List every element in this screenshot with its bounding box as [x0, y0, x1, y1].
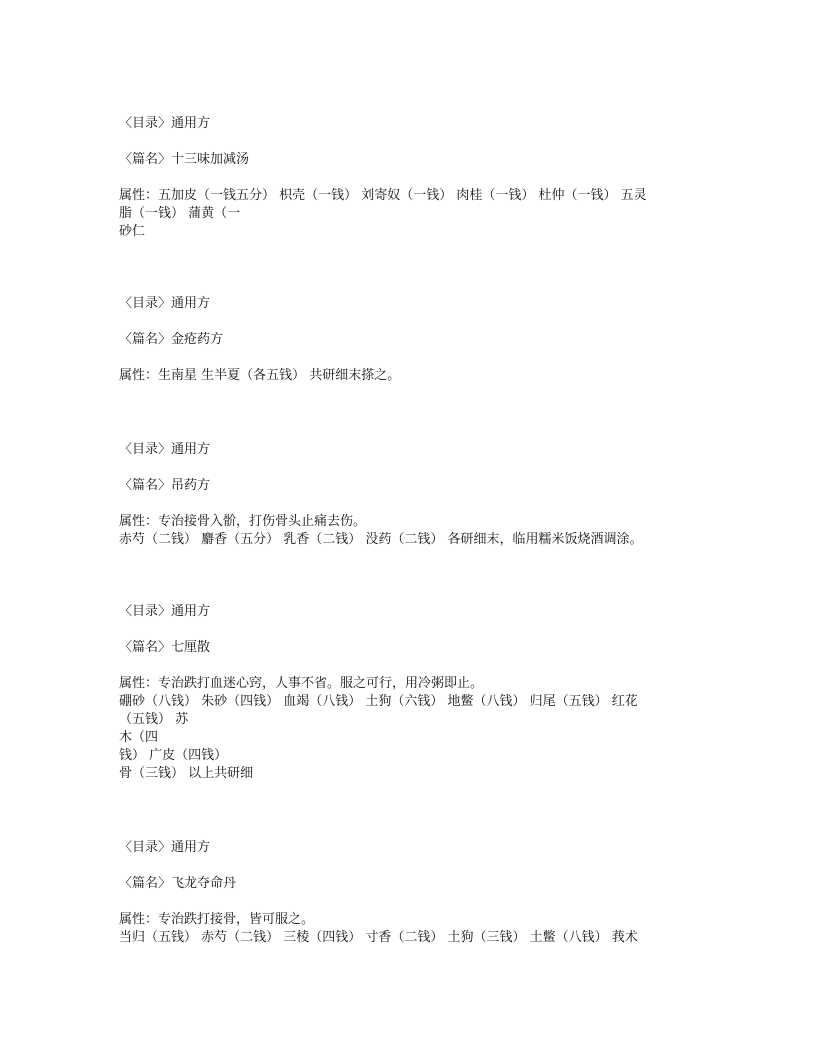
- catalog-line: 〈目录〉通用方: [119, 116, 211, 131]
- catalog-line: 〈目录〉通用方: [119, 296, 211, 311]
- title-line: 〈篇名〉金疮药方: [119, 332, 224, 347]
- attribute-line: （五钱） 苏: [119, 712, 189, 727]
- attribute-line: 属性：五加皮（一钱五分） 枳壳（一钱） 刘寄奴（一钱） 肉桂（一钱） 杜仲（一钱） 五灵: [119, 188, 647, 203]
- attribute-line: 硼砂（八钱） 朱砂（四钱） 血竭（八钱） 土狗（六钱） 地鳖（八钱） 归尾（五钱） 红花: [119, 694, 638, 709]
- catalog-line: 〈目录〉通用方: [119, 442, 211, 457]
- recipe-entry: [119, 839, 709, 947]
- recipe-entry: [119, 603, 709, 783]
- attribute-line: 属性：专治跌打接骨，皆可服之。: [119, 912, 315, 927]
- catalog-line: 〈目录〉通用方: [119, 604, 211, 619]
- attribute-line: 属性：生南星 生半夏（各五钱） 共研细末搽之。: [119, 368, 401, 383]
- attribute-line: 砂仁: [119, 224, 146, 239]
- recipe-entry: [119, 295, 709, 385]
- attribute-line: 骨（三钱） 以上共研细: [119, 766, 254, 781]
- attribute-line: 脂（一钱） 蒲黄（一: [119, 206, 241, 221]
- attribute-line: 属性：专治接骨入骱，打伤骨头止痛去伤。: [119, 514, 367, 529]
- recipe-entry: [119, 441, 709, 549]
- title-line: 〈篇名〉七厘散: [119, 640, 211, 655]
- title-line: 〈篇名〉十三味加减汤: [119, 152, 250, 167]
- attribute-line: 当归（五钱） 赤芍（二钱） 三棱（四钱） 寸香（二钱） 土狗（三钱） 土鳖（八钱） 莪术: [119, 930, 638, 945]
- attribute-line: 木（四: [119, 730, 159, 745]
- catalog-line: 〈目录〉通用方: [119, 840, 211, 855]
- attribute-line: 赤芍（二钱） 麝香（五分） 乳香（二钱） 没药（二钱） 各研细末，临用糯米饭烧酒调涂。: [119, 532, 643, 547]
- title-line: 〈篇名〉吊药方: [119, 478, 211, 493]
- title-line: 〈篇名〉飞龙夺命丹: [119, 876, 237, 891]
- attribute-line: 属性：专治跌打血迷心窍，人事不省。服之可行，用冷粥即止。: [119, 676, 484, 691]
- recipe-entry: [119, 115, 709, 241]
- attribute-line: 钱） 广皮（四钱）: [119, 748, 228, 763]
